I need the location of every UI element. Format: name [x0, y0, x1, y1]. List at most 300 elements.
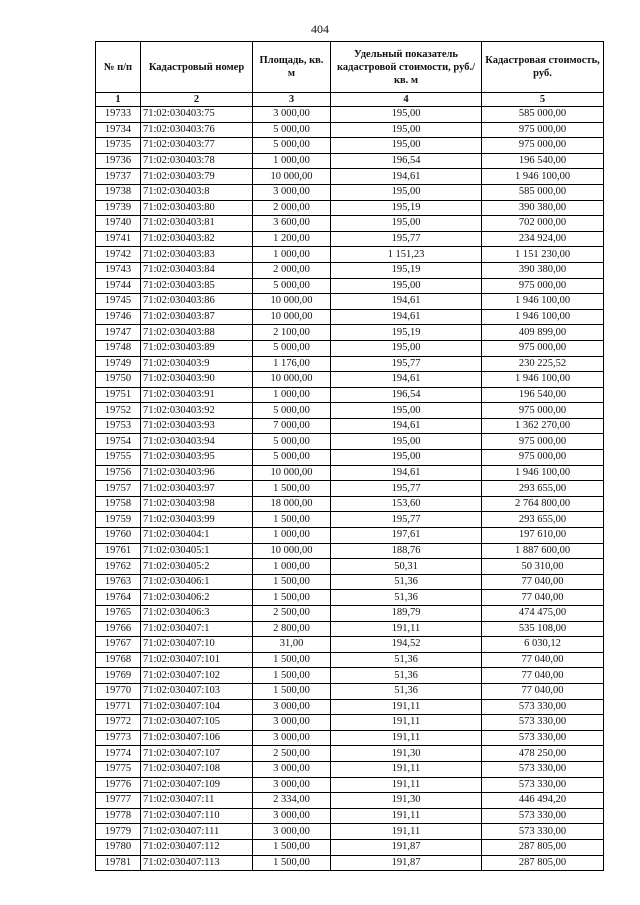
- cell-area: 3 000,00: [253, 699, 331, 715]
- cell-cadastral-value: 1 946 100,00: [482, 294, 604, 310]
- cell-cadastral-number: 71:02:030407:109: [141, 777, 253, 793]
- cell-row-number: 19755: [96, 450, 141, 466]
- cell-area: 3 000,00: [253, 715, 331, 731]
- cell-specific-value: 194,61: [331, 294, 482, 310]
- cell-specific-value: 191,11: [331, 621, 482, 637]
- cell-specific-value: 197,61: [331, 528, 482, 544]
- cell-specific-value: 195,19: [331, 325, 482, 341]
- cell-specific-value: 196,54: [331, 387, 482, 403]
- cell-cadastral-value: 390 380,00: [482, 262, 604, 278]
- cell-row-number: 19750: [96, 372, 141, 388]
- cell-specific-value: 51,36: [331, 683, 482, 699]
- cell-cadastral-value: 573 330,00: [482, 824, 604, 840]
- cell-cadastral-value: 975 000,00: [482, 122, 604, 138]
- header-specific-value: Удельный показатель кадастровой стоимости, руб./кв. м: [331, 42, 482, 93]
- cell-cadastral-number: 71:02:030407:108: [141, 761, 253, 777]
- cell-area: 1 000,00: [253, 559, 331, 575]
- cell-cadastral-value: 975 000,00: [482, 434, 604, 450]
- cell-cadastral-number: 71:02:030403:81: [141, 216, 253, 232]
- cell-cadastral-number: 71:02:030407:1: [141, 621, 253, 637]
- cell-cadastral-value: 293 655,00: [482, 512, 604, 528]
- cell-cadastral-value: 573 330,00: [482, 777, 604, 793]
- page-number: 404: [311, 22, 329, 36]
- cell-area: 1 500,00: [253, 590, 331, 606]
- cell-cadastral-number: 71:02:030403:75: [141, 107, 253, 123]
- cell-area: 5 000,00: [253, 278, 331, 294]
- cell-row-number: 19775: [96, 761, 141, 777]
- table-row: [96, 574, 604, 590]
- cell-area: 31,00: [253, 637, 331, 653]
- table-row: [96, 325, 604, 341]
- cell-row-number: 19763: [96, 574, 141, 590]
- cell-row-number: 19779: [96, 824, 141, 840]
- cell-row-number: 19748: [96, 340, 141, 356]
- cell-cadastral-number: 71:02:030407:104: [141, 699, 253, 715]
- cell-area: 1 000,00: [253, 247, 331, 263]
- header-area: Площадь, кв. м: [253, 42, 331, 93]
- cell-specific-value: 1 151,23: [331, 247, 482, 263]
- cell-area: 2 800,00: [253, 621, 331, 637]
- cell-specific-value: 196,54: [331, 153, 482, 169]
- cell-specific-value: 191,11: [331, 808, 482, 824]
- cell-cadastral-value: 234 924,00: [482, 231, 604, 247]
- cell-cadastral-value: 573 330,00: [482, 699, 604, 715]
- cell-row-number: 19735: [96, 138, 141, 154]
- cell-cadastral-value: 1 946 100,00: [482, 169, 604, 185]
- table-row: [96, 746, 604, 762]
- cell-row-number: 19757: [96, 481, 141, 497]
- header-row-number: № п/п: [96, 42, 141, 93]
- table-row: [96, 247, 604, 263]
- cell-area: 1 500,00: [253, 683, 331, 699]
- cell-row-number: 19758: [96, 496, 141, 512]
- cell-specific-value: 191,11: [331, 761, 482, 777]
- cell-specific-value: 195,00: [331, 122, 482, 138]
- table-row: [96, 730, 604, 746]
- cell-area: 1 500,00: [253, 481, 331, 497]
- table-row: [96, 465, 604, 481]
- cell-specific-value: 194,61: [331, 465, 482, 481]
- cell-area: 1 500,00: [253, 574, 331, 590]
- cell-cadastral-value: 390 380,00: [482, 200, 604, 216]
- cell-row-number: 19742: [96, 247, 141, 263]
- table-row: [96, 231, 604, 247]
- cell-specific-value: 189,79: [331, 606, 482, 622]
- cell-row-number: 19761: [96, 543, 141, 559]
- table-row: [96, 668, 604, 684]
- table-row: [96, 216, 604, 232]
- cell-cadastral-value: 77 040,00: [482, 652, 604, 668]
- cell-area: 3 000,00: [253, 808, 331, 824]
- table-row: [96, 621, 604, 637]
- cell-cadastral-number: 71:02:030403:90: [141, 372, 253, 388]
- cell-row-number: 19738: [96, 184, 141, 200]
- table-row: [96, 403, 604, 419]
- table-row: [96, 606, 604, 622]
- column-number-1: 1: [96, 93, 141, 107]
- cell-area: 5 000,00: [253, 403, 331, 419]
- cell-specific-value: 195,00: [331, 278, 482, 294]
- cell-specific-value: 51,36: [331, 652, 482, 668]
- cell-cadastral-number: 71:02:030403:76: [141, 122, 253, 138]
- cell-cadastral-value: 293 655,00: [482, 481, 604, 497]
- cell-cadastral-number: 71:02:030403:85: [141, 278, 253, 294]
- cell-cadastral-number: 71:02:030407:107: [141, 746, 253, 762]
- cell-row-number: 19778: [96, 808, 141, 824]
- table-row: [96, 652, 604, 668]
- cell-row-number: 19753: [96, 418, 141, 434]
- cell-cadastral-number: 71:02:030403:83: [141, 247, 253, 263]
- cell-cadastral-value: 975 000,00: [482, 450, 604, 466]
- cell-row-number: 19776: [96, 777, 141, 793]
- cell-cadastral-value: 287 805,00: [482, 839, 604, 855]
- table-row: [96, 496, 604, 512]
- cell-cadastral-value: 6 030,12: [482, 637, 604, 653]
- cell-specific-value: 194,61: [331, 169, 482, 185]
- cell-row-number: 19770: [96, 683, 141, 699]
- cell-cadastral-number: 71:02:030404:1: [141, 528, 253, 544]
- cell-row-number: 19737: [96, 169, 141, 185]
- cell-cadastral-value: 1 946 100,00: [482, 372, 604, 388]
- cell-row-number: 19768: [96, 652, 141, 668]
- cell-row-number: 19771: [96, 699, 141, 715]
- cell-specific-value: 195,00: [331, 403, 482, 419]
- header-cadastral-number: Кадастровый номер: [141, 42, 253, 93]
- cell-cadastral-value: 585 000,00: [482, 107, 604, 123]
- cell-row-number: 19765: [96, 606, 141, 622]
- cell-area: 3 000,00: [253, 730, 331, 746]
- table-row: [96, 450, 604, 466]
- table-row: [96, 512, 604, 528]
- cell-row-number: 19740: [96, 216, 141, 232]
- table-row: [96, 122, 604, 138]
- table-row: [96, 153, 604, 169]
- cell-specific-value: 195,00: [331, 450, 482, 466]
- cell-cadastral-value: 287 805,00: [482, 855, 604, 871]
- cell-specific-value: 195,00: [331, 340, 482, 356]
- cell-row-number: 19751: [96, 387, 141, 403]
- cell-cadastral-number: 71:02:030407:10: [141, 637, 253, 653]
- cell-area: 2 500,00: [253, 606, 331, 622]
- cell-area: 3 000,00: [253, 107, 331, 123]
- cell-cadastral-value: 77 040,00: [482, 574, 604, 590]
- table-row: [96, 138, 604, 154]
- cell-cadastral-number: 71:02:030405:2: [141, 559, 253, 575]
- table-row: [96, 418, 604, 434]
- cell-area: 2 500,00: [253, 746, 331, 762]
- header-cadastral-value: Кадастровая стоимость, руб.: [482, 42, 604, 93]
- cell-area: 1 000,00: [253, 387, 331, 403]
- cell-cadastral-value: 585 000,00: [482, 184, 604, 200]
- cell-area: 10 000,00: [253, 294, 331, 310]
- table-row: [96, 559, 604, 575]
- cell-row-number: 19739: [96, 200, 141, 216]
- cell-cadastral-number: 71:02:030407:113: [141, 855, 253, 871]
- cell-cadastral-number: 71:02:030406:2: [141, 590, 253, 606]
- table-row: [96, 107, 604, 123]
- cell-cadastral-value: 409 899,00: [482, 325, 604, 341]
- cell-area: 5 000,00: [253, 450, 331, 466]
- table-row: [96, 184, 604, 200]
- cell-specific-value: 195,00: [331, 184, 482, 200]
- cell-area: 5 000,00: [253, 122, 331, 138]
- cell-specific-value: 191,11: [331, 715, 482, 731]
- cell-cadastral-number: 71:02:030405:1: [141, 543, 253, 559]
- cell-row-number: 19767: [96, 637, 141, 653]
- cell-specific-value: 195,77: [331, 481, 482, 497]
- table-row: [96, 699, 604, 715]
- cell-row-number: 19756: [96, 465, 141, 481]
- cell-row-number: 19780: [96, 839, 141, 855]
- cell-cadastral-number: 71:02:030403:8: [141, 184, 253, 200]
- cell-area: 10 000,00: [253, 169, 331, 185]
- table-row: [96, 808, 604, 824]
- cell-area: 2 000,00: [253, 262, 331, 278]
- cell-row-number: 19749: [96, 356, 141, 372]
- table-row: [96, 372, 604, 388]
- cell-specific-value: 191,11: [331, 777, 482, 793]
- cell-cadastral-number: 71:02:030406:1: [141, 574, 253, 590]
- table-body: [96, 107, 604, 871]
- cell-cadastral-number: 71:02:030403:80: [141, 200, 253, 216]
- table-row: [96, 528, 604, 544]
- table-row: [96, 777, 604, 793]
- column-number-2: 2: [141, 93, 253, 107]
- cell-specific-value: 195,77: [331, 512, 482, 528]
- cell-cadastral-number: 71:02:030403:79: [141, 169, 253, 185]
- cell-cadastral-number: 71:02:030407:106: [141, 730, 253, 746]
- cell-cadastral-value: 478 250,00: [482, 746, 604, 762]
- cell-specific-value: 195,00: [331, 216, 482, 232]
- table-row: [96, 309, 604, 325]
- cell-row-number: 19746: [96, 309, 141, 325]
- cell-cadastral-value: 573 330,00: [482, 808, 604, 824]
- cell-specific-value: 195,19: [331, 200, 482, 216]
- cell-cadastral-number: 71:02:030407:112: [141, 839, 253, 855]
- table-row: [96, 200, 604, 216]
- cell-specific-value: 195,00: [331, 107, 482, 123]
- cell-cadastral-number: 71:02:030403:91: [141, 387, 253, 403]
- cell-row-number: 19766: [96, 621, 141, 637]
- cell-row-number: 19752: [96, 403, 141, 419]
- cell-specific-value: 195,77: [331, 356, 482, 372]
- cell-cadastral-number: 71:02:030407:101: [141, 652, 253, 668]
- cell-area: 5 000,00: [253, 434, 331, 450]
- cell-area: 10 000,00: [253, 465, 331, 481]
- cell-specific-value: 194,61: [331, 372, 482, 388]
- cell-specific-value: 191,11: [331, 730, 482, 746]
- cell-area: 1 500,00: [253, 855, 331, 871]
- table-row: [96, 262, 604, 278]
- cell-area: 10 000,00: [253, 543, 331, 559]
- cell-area: 5 000,00: [253, 340, 331, 356]
- cell-area: 1 000,00: [253, 528, 331, 544]
- cell-area: 3 600,00: [253, 216, 331, 232]
- cell-specific-value: 191,11: [331, 699, 482, 715]
- cell-cadastral-number: 71:02:030403:95: [141, 450, 253, 466]
- cell-specific-value: 153,60: [331, 496, 482, 512]
- cell-cadastral-number: 71:02:030403:97: [141, 481, 253, 497]
- cell-specific-value: 191,30: [331, 793, 482, 809]
- table-row: [96, 356, 604, 372]
- cell-specific-value: 51,36: [331, 590, 482, 606]
- cell-specific-value: 191,30: [331, 746, 482, 762]
- cell-row-number: 19774: [96, 746, 141, 762]
- cell-area: 5 000,00: [253, 138, 331, 154]
- cell-specific-value: 191,87: [331, 855, 482, 871]
- cell-cadastral-value: 474 475,00: [482, 606, 604, 622]
- table-row: [96, 543, 604, 559]
- cell-row-number: 19743: [96, 262, 141, 278]
- cell-cadastral-number: 71:02:030403:98: [141, 496, 253, 512]
- cell-specific-value: 51,36: [331, 668, 482, 684]
- cell-cadastral-value: 196 540,00: [482, 387, 604, 403]
- cell-cadastral-value: 230 225,52: [482, 356, 604, 372]
- table-row: [96, 278, 604, 294]
- cell-cadastral-value: 446 494,20: [482, 793, 604, 809]
- cell-cadastral-number: 71:02:030403:86: [141, 294, 253, 310]
- cell-specific-value: 195,19: [331, 262, 482, 278]
- cell-row-number: 19764: [96, 590, 141, 606]
- cell-area: 2 000,00: [253, 200, 331, 216]
- cell-specific-value: 195,77: [331, 231, 482, 247]
- table-row: [96, 340, 604, 356]
- cell-cadastral-number: 71:02:030403:96: [141, 465, 253, 481]
- cell-specific-value: 195,00: [331, 434, 482, 450]
- cell-row-number: 19759: [96, 512, 141, 528]
- cell-cadastral-number: 71:02:030407:103: [141, 683, 253, 699]
- table-row: [96, 824, 604, 840]
- cell-specific-value: 194,61: [331, 309, 482, 325]
- cell-row-number: 19741: [96, 231, 141, 247]
- cell-area: 2 100,00: [253, 325, 331, 341]
- table-row: [96, 387, 604, 403]
- table-header: [96, 42, 604, 107]
- cell-cadastral-value: 50 310,00: [482, 559, 604, 575]
- cell-cadastral-value: 77 040,00: [482, 668, 604, 684]
- cell-area: 10 000,00: [253, 309, 331, 325]
- cell-cadastral-value: 1 946 100,00: [482, 309, 604, 325]
- cell-row-number: 19754: [96, 434, 141, 450]
- cell-area: 1 500,00: [253, 839, 331, 855]
- cell-area: 1 200,00: [253, 231, 331, 247]
- cell-cadastral-value: 1 151 230,00: [482, 247, 604, 263]
- cell-cadastral-number: 71:02:030407:11: [141, 793, 253, 809]
- cell-cadastral-number: 71:02:030403:92: [141, 403, 253, 419]
- cell-area: 3 000,00: [253, 761, 331, 777]
- cell-cadastral-number: 71:02:030403:87: [141, 309, 253, 325]
- cell-area: 1 000,00: [253, 153, 331, 169]
- cell-area: 3 000,00: [253, 777, 331, 793]
- cell-cadastral-value: 975 000,00: [482, 278, 604, 294]
- cell-cadastral-value: 573 330,00: [482, 761, 604, 777]
- table-row: [96, 715, 604, 731]
- table-row: [96, 169, 604, 185]
- cell-cadastral-value: 573 330,00: [482, 730, 604, 746]
- cell-cadastral-value: 1 946 100,00: [482, 465, 604, 481]
- cell-row-number: 19781: [96, 855, 141, 871]
- cell-area: 1 176,00: [253, 356, 331, 372]
- cell-cadastral-value: 975 000,00: [482, 138, 604, 154]
- cell-area: 7 000,00: [253, 418, 331, 434]
- cell-cadastral-number: 71:02:030403:77: [141, 138, 253, 154]
- cell-specific-value: 50,31: [331, 559, 482, 575]
- cell-cadastral-value: 196 540,00: [482, 153, 604, 169]
- cell-cadastral-number: 71:02:030403:99: [141, 512, 253, 528]
- table-row: [96, 793, 604, 809]
- cell-area: 18 000,00: [253, 496, 331, 512]
- cell-cadastral-value: 535 108,00: [482, 621, 604, 637]
- cell-specific-value: 195,00: [331, 138, 482, 154]
- cell-row-number: 19734: [96, 122, 141, 138]
- table-row: [96, 434, 604, 450]
- cell-row-number: 19772: [96, 715, 141, 731]
- cell-specific-value: 194,61: [331, 418, 482, 434]
- cell-row-number: 19733: [96, 107, 141, 123]
- cell-cadastral-value: 1 887 600,00: [482, 543, 604, 559]
- cell-row-number: 19760: [96, 528, 141, 544]
- cell-specific-value: 191,11: [331, 824, 482, 840]
- cell-cadastral-value: 77 040,00: [482, 590, 604, 606]
- cell-specific-value: 194,52: [331, 637, 482, 653]
- cell-cadastral-value: 975 000,00: [482, 403, 604, 419]
- cell-cadastral-number: 71:02:030403:89: [141, 340, 253, 356]
- cell-cadastral-number: 71:02:030403:93: [141, 418, 253, 434]
- cell-cadastral-value: 197 610,00: [482, 528, 604, 544]
- cell-cadastral-number: 71:02:030403:94: [141, 434, 253, 450]
- cell-row-number: 19777: [96, 793, 141, 809]
- cell-row-number: 19745: [96, 294, 141, 310]
- cell-area: 2 334,00: [253, 793, 331, 809]
- cell-specific-value: 191,87: [331, 839, 482, 855]
- cell-row-number: 19747: [96, 325, 141, 341]
- cell-row-number: 19744: [96, 278, 141, 294]
- cell-cadastral-number: 71:02:030407:105: [141, 715, 253, 731]
- cell-cadastral-number: 71:02:030407:111: [141, 824, 253, 840]
- cadastral-value-table: [95, 41, 604, 871]
- cell-row-number: 19736: [96, 153, 141, 169]
- table-row: [96, 683, 604, 699]
- cell-area: 3 000,00: [253, 184, 331, 200]
- cell-cadastral-value: 573 330,00: [482, 715, 604, 731]
- cell-cadastral-value: 975 000,00: [482, 340, 604, 356]
- column-number-3: 3: [253, 93, 331, 107]
- column-number-4: 4: [331, 93, 482, 107]
- column-number-5: 5: [482, 93, 604, 107]
- cell-cadastral-number: 71:02:030407:102: [141, 668, 253, 684]
- cell-cadastral-number: 71:02:030403:84: [141, 262, 253, 278]
- table-row: [96, 481, 604, 497]
- cell-area: 1 500,00: [253, 668, 331, 684]
- cell-cadastral-number: 71:02:030406:3: [141, 606, 253, 622]
- table-row: [96, 839, 604, 855]
- cell-cadastral-value: 2 764 800,00: [482, 496, 604, 512]
- cell-area: 1 500,00: [253, 652, 331, 668]
- table-row: [96, 637, 604, 653]
- table-row: [96, 855, 604, 871]
- cell-area: 10 000,00: [253, 372, 331, 388]
- cell-row-number: 19762: [96, 559, 141, 575]
- cell-cadastral-number: 71:02:030403:78: [141, 153, 253, 169]
- cell-cadastral-number: 71:02:030407:110: [141, 808, 253, 824]
- cell-area: 1 500,00: [253, 512, 331, 528]
- table-row: [96, 294, 604, 310]
- cell-cadastral-value: 702 000,00: [482, 216, 604, 232]
- cell-cadastral-value: 77 040,00: [482, 683, 604, 699]
- cell-cadastral-number: 71:02:030403:9: [141, 356, 253, 372]
- table-row: [96, 761, 604, 777]
- table-row: [96, 590, 604, 606]
